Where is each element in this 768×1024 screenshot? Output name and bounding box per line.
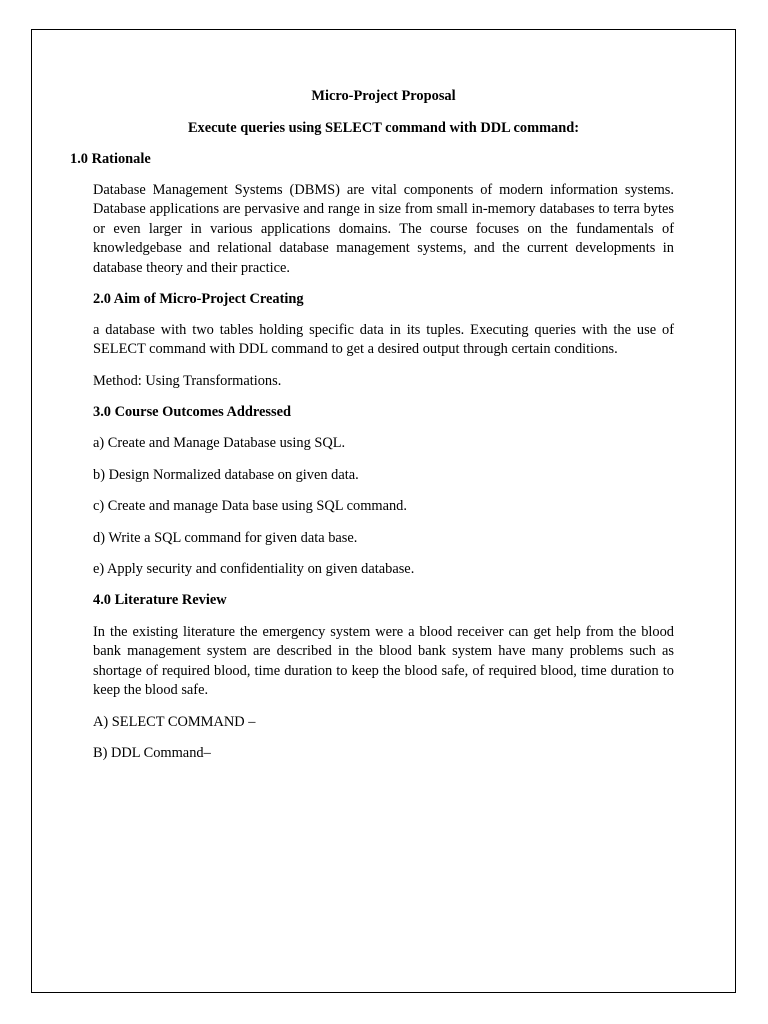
aim-paragraph: a database with two tables holding specific data in its tuples. Executing queries with the use of SELECT command with DDL command to get a desired output through certain conditions. — [93, 322, 674, 358]
outcome-item: a) Create and Manage Database using SQL. — [93, 435, 346, 451]
aim-method: Method: Using Transformations. — [93, 373, 282, 389]
outcome-item: c) Create and manage Data base using SQL command. — [93, 498, 407, 514]
outcome-item: d) Write a SQL command for given data base. — [93, 530, 358, 546]
rationale-heading: 1.0 Rationale — [70, 151, 151, 167]
outcome-item: b) Design Normalized database on given data. — [93, 467, 359, 483]
rationale-paragraph: Database Management Systems (DBMS) are vital components of modern information systems. Database applications are pervasive and range in size from small in-memory databases to terra bytes or even larger in various applications domains. The course focuses on the fundamentals of knowledgebase and relational database management systems, and the current developments in database theory and their practice. — [93, 182, 674, 276]
document-subtitle: Execute queries using SELECT command with DDL command: — [187, 120, 580, 136]
literature-item: B) DDL Command– — [93, 745, 211, 761]
outcomes-heading: 3.0 Course Outcomes Addressed — [93, 404, 292, 420]
literature-item: A) SELECT COMMAND – — [93, 714, 256, 730]
outcome-item: e) Apply security and confidentiality on given database. — [93, 561, 415, 577]
literature-heading: 4.0 Literature Review — [93, 592, 227, 608]
document-title: Micro-Project Proposal — [311, 88, 456, 104]
literature-paragraph: In the existing literature the emergency system were a blood receiver can get help from the blood bank management system are described in the blood bank system have many problems such as shortage of required blood, time duration to keep the blood safe, of required blood, time duration to keep the blood safe. — [93, 624, 674, 699]
aim-heading: 2.0 Aim of Micro-Project Creating — [93, 291, 304, 307]
